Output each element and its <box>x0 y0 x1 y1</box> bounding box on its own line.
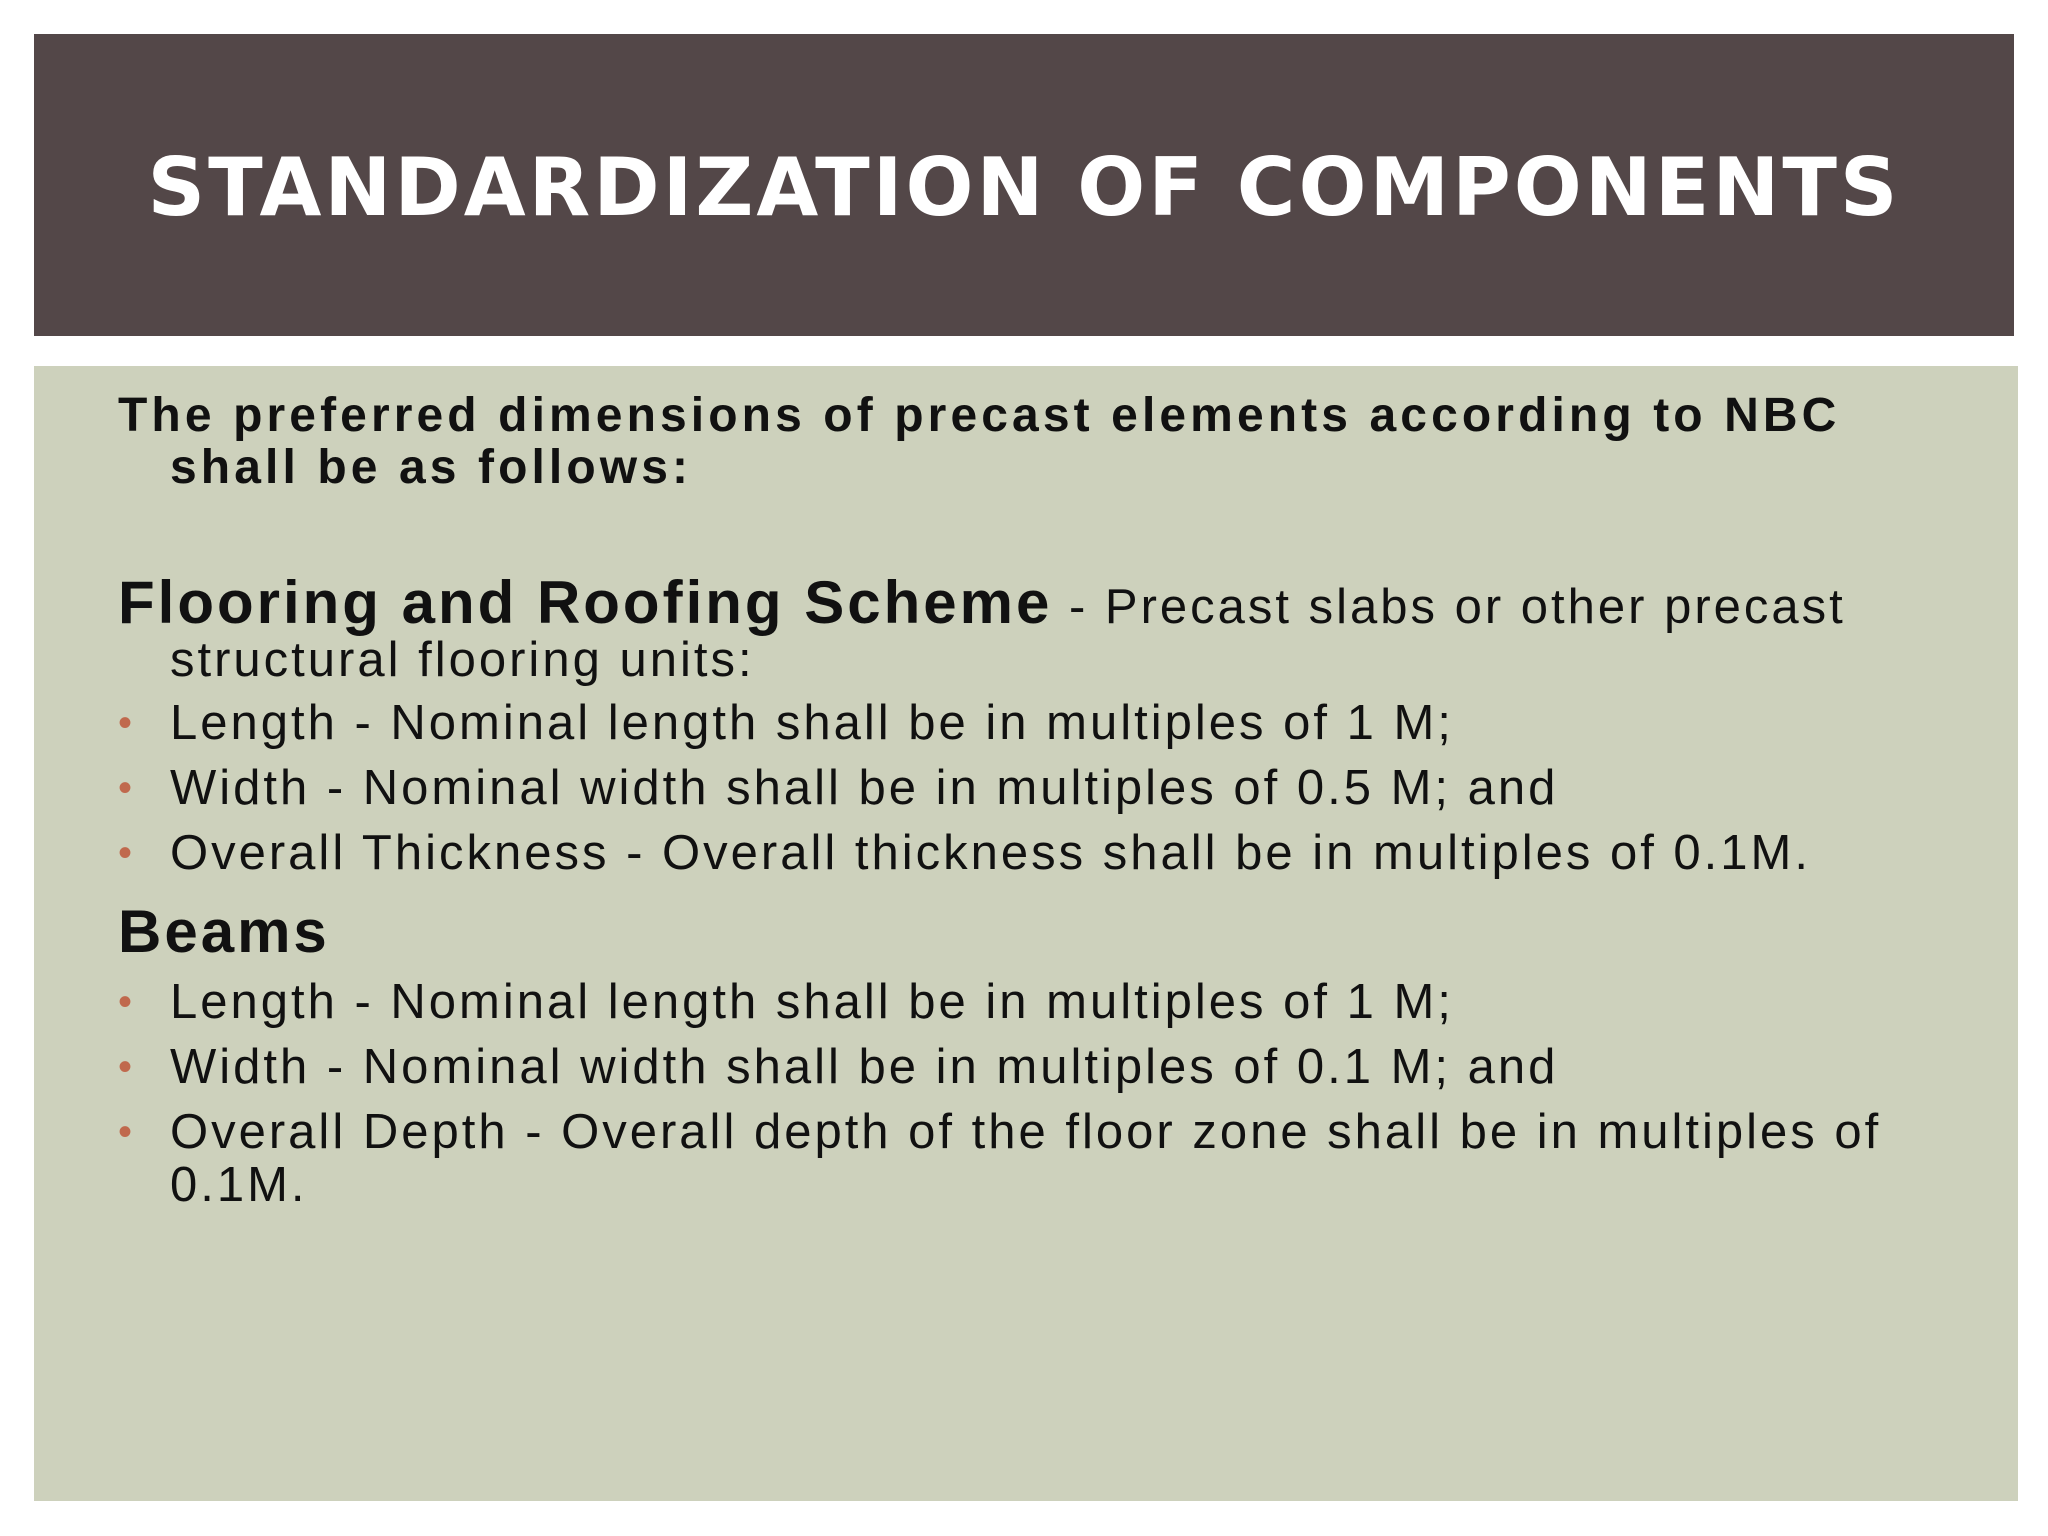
bullet-icon: • <box>118 701 136 745</box>
bullet-icon: • <box>118 766 136 810</box>
list-item <box>118 827 1968 880</box>
section-heading-beams: Beams <box>118 898 330 965</box>
bullet-icon: • <box>118 1110 136 1154</box>
list-item <box>118 697 1968 750</box>
list-item <box>118 1106 1968 1212</box>
content-panel <box>34 366 2018 1501</box>
bullet-list-flooring <box>118 697 1968 880</box>
bullet-text: Length - Nominal length shall be in multiples of 1 M; <box>170 975 1454 1029</box>
bullet-text: Width - Nominal width shall be in multiples of 0.5 M; and <box>170 761 1559 815</box>
list-item <box>118 1041 1968 1094</box>
bullet-text: Width - Nominal width shall be in multiples of 0.1 M; and <box>170 1040 1559 1094</box>
section-description-flooring: - Precast slabs or other precast structural flooring units: <box>170 580 1846 687</box>
bullet-text: Length - Nominal length shall be in multiples of 1 M; <box>170 696 1454 750</box>
bullet-icon: • <box>118 831 136 875</box>
list-item <box>118 762 1968 815</box>
bullet-text: Overall Thickness - Overall thickness shall be in multiples of 0.1M. <box>170 826 1811 880</box>
slide-content <box>118 390 1968 1224</box>
intro-text: The preferred dimensions of precast elements according to NBC shall be as follows: <box>118 389 1841 494</box>
title-bar <box>34 34 2014 336</box>
section-heading-flooring: Flooring and Roofing Scheme <box>118 569 1053 636</box>
section-flooring-intro <box>118 569 1968 687</box>
list-item <box>118 976 1968 1029</box>
bullet-icon: • <box>118 980 136 1024</box>
bullet-list-beams <box>118 976 1968 1212</box>
slide-title: STANDARDIZATION OF COMPONENTS <box>147 141 1901 234</box>
bullet-text: Overall Depth - Overall depth of the floor zone shall be in multiples of 0.1M. <box>170 1105 1882 1212</box>
bullet-icon: • <box>118 1045 136 1089</box>
